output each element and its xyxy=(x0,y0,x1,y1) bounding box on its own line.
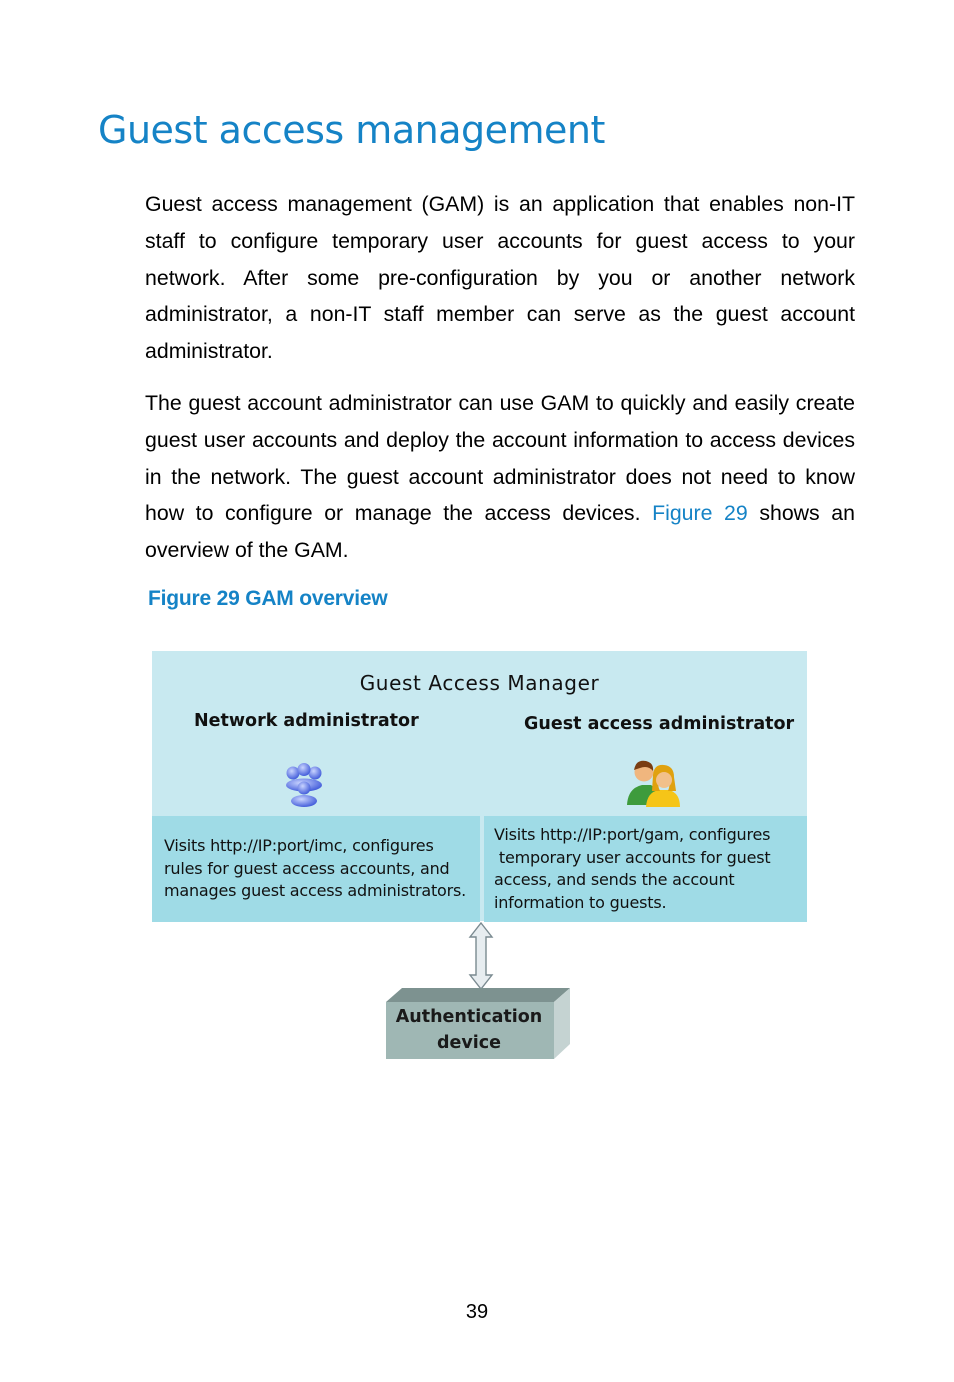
figure-29-link[interactable]: Figure 29 xyxy=(652,501,748,526)
gam-title: Guest Access Manager xyxy=(359,671,600,695)
guest-users-icon xyxy=(624,755,682,809)
guest-admin-label: Guest access administrator xyxy=(524,714,795,734)
overview-text-before: The guest account administrator can use GAM to quickly and easily create guest user accounts and deploy the account information to access devices in the network. The guest account administrator does not need to know how to configure or manage the access devices. xyxy=(145,391,855,526)
guest-access-manager-panel xyxy=(152,651,807,921)
bidirectional-arrow-icon xyxy=(468,922,494,990)
description-line: rules for guest access accounts, and xyxy=(164,858,450,878)
device-label-line: device xyxy=(436,1033,502,1053)
gam-overview-figure xyxy=(152,650,808,1064)
users-group-icon xyxy=(280,763,328,807)
device-label-line: Authentication xyxy=(395,1007,543,1027)
authentication-device-label xyxy=(386,1004,552,1056)
page-heading: Guest access management xyxy=(98,108,605,152)
overview-text-after: shows an overview of the GAM. xyxy=(145,501,855,563)
description-line: manages guest access administrators. xyxy=(164,881,467,900)
description-line: Visits http://IP:port/gam, configures xyxy=(494,825,771,844)
description-line: information to guests. xyxy=(494,892,667,912)
intro-paragraph: Guest access management (GAM) is an application that enables non-IT staff to configure temporary user accounts for guest access to your network. After some pre-configuration by you or another network administrator, a non-IT staff member can serve as the guest account administrator. xyxy=(145,192,855,364)
network-admin-description xyxy=(152,816,480,922)
description-line: Visits http://IP:port/imc, configures xyxy=(164,836,434,855)
network-admin-label: Network administrator xyxy=(194,711,419,731)
authentication-device xyxy=(386,986,570,1060)
description-line: access, and sends the account xyxy=(494,870,735,889)
description-line: temporary user accounts for guest xyxy=(494,847,771,867)
guest-admin-description xyxy=(484,816,807,922)
overview-paragraph xyxy=(145,385,855,569)
page-number: 39 xyxy=(465,1301,489,1323)
figure-caption: Figure 29 GAM overview xyxy=(148,587,388,610)
